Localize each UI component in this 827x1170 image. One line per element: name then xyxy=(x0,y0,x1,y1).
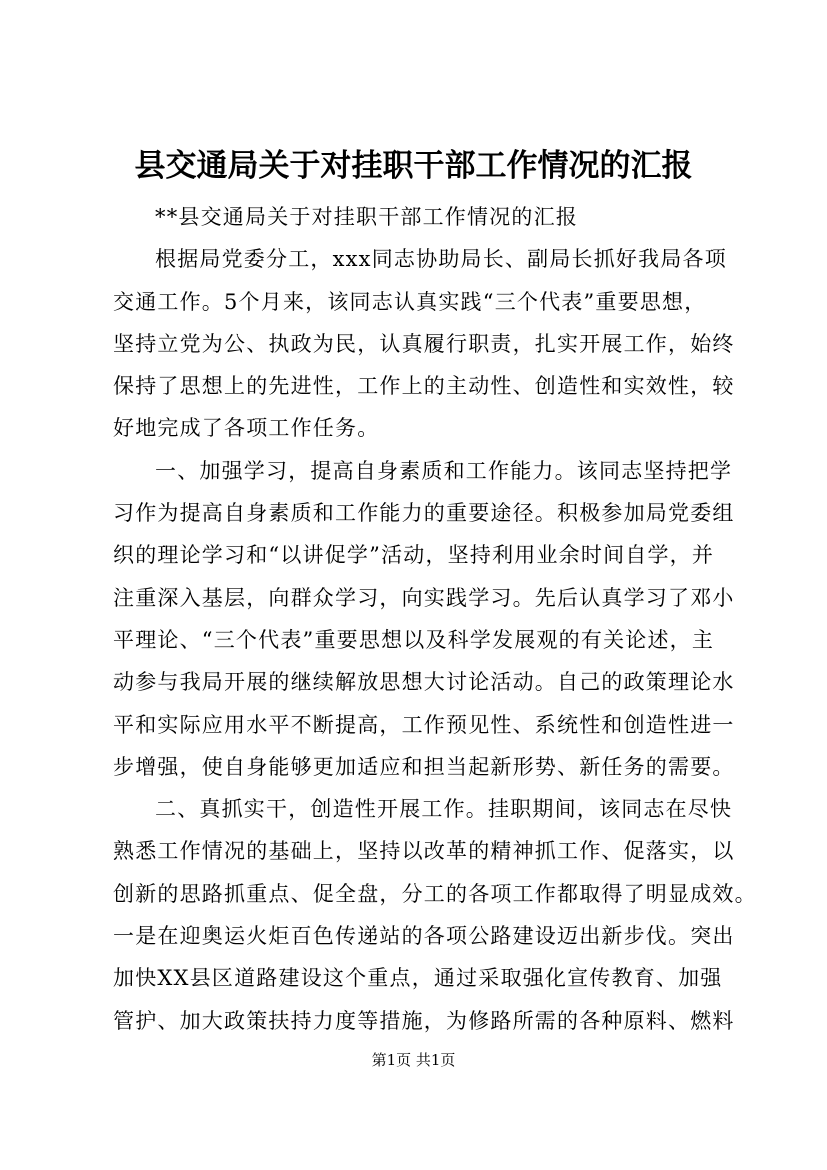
text-line: 好地完成了各项工作任务。 xyxy=(113,416,380,441)
text-line: 保持了思想上的先进性，工作上的主动性、创造性和实效性，较 xyxy=(113,374,735,399)
text-line: 织的理论学习和“以讲促学”活动，坚持利用业余时间自学，并 xyxy=(113,543,715,568)
text-line: 交通工作。5个月来，该同志认真实践“三个代表”重要思想， xyxy=(113,289,707,314)
text-line: 动参与我局开展的继续解放思想大讨论活动。自己的政策理论水 xyxy=(113,670,735,695)
text-line: 加快XX县区道路建设这个重点，通过采取强化宣传教育、加强 xyxy=(113,966,723,991)
paragraph-subtitle xyxy=(113,196,721,238)
text-line: 一是在迎奥运火炬百色传递站的各项公路建设迈出新步伐。突出 xyxy=(113,924,735,949)
text-line: 平理论、“三个代表”重要思想以及科学发展观的有关论述，主 xyxy=(113,627,715,652)
text-line: 步增强，使自身能够更加适应和担当起新形势、新任务的需要。 xyxy=(113,754,735,779)
document-body xyxy=(113,196,757,1042)
page-number-footer: 第1页 共1页 xyxy=(371,1051,456,1069)
text-line: 根据局党委分工，xxx同志协助局长、副局长抓好我局各项 xyxy=(155,247,727,272)
paragraph-intro xyxy=(113,238,735,449)
text-line: 习作为提高自身素质和工作能力的重要途径。积极参加局党委组 xyxy=(113,501,735,526)
text-line: 熟悉工作情况的基础上，坚持以改革的精神抓工作、促落实，以 xyxy=(113,839,735,864)
text-line: 管护、加大政策扶持力度等措施，为修路所需的各种原料、燃料 xyxy=(113,1008,735,1033)
text-line: 创新的思路抓重点、促全盘，分工的各项工作都取得了明显成效。 xyxy=(113,881,757,906)
text-line: 二、真抓实干，创造性开展工作。挂职期间，该同志在尽快 xyxy=(155,797,733,822)
text-line: **县交通局关于对挂职干部工作情况的汇报 xyxy=(155,205,578,229)
document-title: 县交通局关于对挂职干部工作情况的汇报 xyxy=(134,148,693,184)
paragraph-work xyxy=(113,788,757,1042)
text-line: 坚持立党为公、执政为民，认真履行职责，扎实开展工作，始终 xyxy=(113,331,735,356)
text-line: 注重深入基层，向群众学习，向实践学习。先后认真学习了邓小 xyxy=(113,585,735,610)
paragraph-study xyxy=(113,450,735,788)
text-line: 一、加强学习，提高自身素质和工作能力。该同志坚持把学 xyxy=(155,458,733,483)
text-line: 平和实际应用水平不断提高，工作预见性、系统性和创造性进一 xyxy=(113,712,735,737)
